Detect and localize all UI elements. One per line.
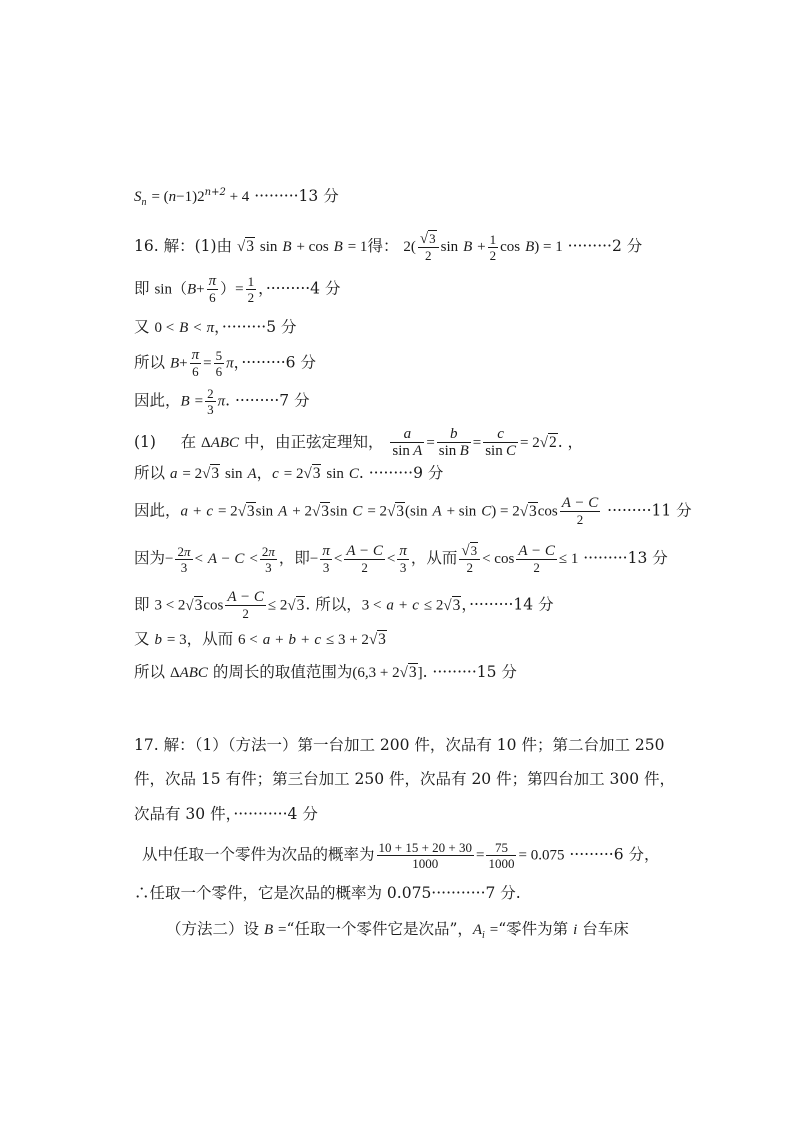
line-16-intro: 16. 解：(1)由 √3 sin B + cos B = 1得： 2( $\frac{√3}{2}$ sin B + $\frac{1}{2}$ cos B) = 1 ·········2 分 <box>134 231 643 263</box>
line-a-plus-c: 因此，a + c = 2√3sin A + 2√3sin C = 2√3(sin A + sin C) = 2√3cos $\frac{A - C}{2}$ ·········11 分 <box>134 495 692 527</box>
line-17-conclusion: ∴任取一个零件，它是次品的概率为 0.075···········7 分. <box>134 884 521 902</box>
line-17-defects: 件，次品 15 有件；第三台加工 250 件，次品有 20 件；第四台加工 300 件， <box>134 770 676 788</box>
line-a-c: 所以 a = 2√3 sin A，c = 2√3 sin C. ·········9 分 <box>134 464 444 482</box>
line-sine-law: (1) 在 ΔABC 中，由正弦定理知， $\frac{a}{\text{sin A}}$ = $\frac{b}{\text{sin B}}$ = $\frac{c}{\text{sin C}}$ = 2√2. ， <box>134 426 584 459</box>
line-b-plus: 所以 B+ $\frac{\pi}{6}$ = $\frac{5}{6}$ π，·········6 分 <box>134 347 316 379</box>
line-17-probability: 从中任取一个零件为次品的概率为 $\frac{10 + 15 + 20 + 30}{1000}$ = $\frac{75}{1000}$ = 0.075 ·········6 分， <box>142 840 660 871</box>
line-17-step4: 次品有 30 件，···········4 分 <box>134 805 318 823</box>
line-sn-formula: $S_n = (n-1)2^{n+2} + 4 \cdot\cdot\cdot\cdot\cdot\cdot\cdot\cdot\cdot 13$ 分 <box>134 187 339 209</box>
line-range-sum: 即 3 < 2√3cos $\frac{A - C}{2}$ ≤ 2√3. 所以，3 < a + c ≤ 2√3，·········14 分 <box>134 589 554 621</box>
line-17-intro: 17. 解：（1）（方法一）第一台加工 200 件，次品有 10 件；第二台加工 250 <box>134 736 665 754</box>
line-sin-eq: 即 sin（B+ $\frac{\pi}{6}$ ）= $\frac{1}{2}$ ，·········4 分 <box>134 273 341 305</box>
line-b-range: 又 0 < B < π，·········5 分 <box>134 318 297 336</box>
line-b-value: 因此，B = $\frac{2}{3}$ π. ·········7 分 <box>134 386 310 417</box>
line-range-ac: 因为− $\frac{2\pi}{3}$ < A − C < $\frac{2\pi}{3}$ ，即− $\frac{\pi}{3}$ < $\frac{A - C}{2}$ < $\frac{\pi}{3}$ ，从而 $\frac{√3}{2}$ < cos $\frac{A - C}{2}$ ≤ 1 ·········13 分 <box>134 542 668 575</box>
line-perimeter-result: 所以 ΔABC 的周长的取值范围为(6,3 + 2√3]. ·········15 分 <box>134 663 517 681</box>
line-perimeter-range: 又 b = 3，从而 6 < a + b + c ≤ 3 + 2√3 <box>134 630 386 648</box>
line-17-method2: （方法二）设 B =“任取一个零件它是次品”，$A_i$ =“零件为第 i 台车床 <box>166 920 629 941</box>
